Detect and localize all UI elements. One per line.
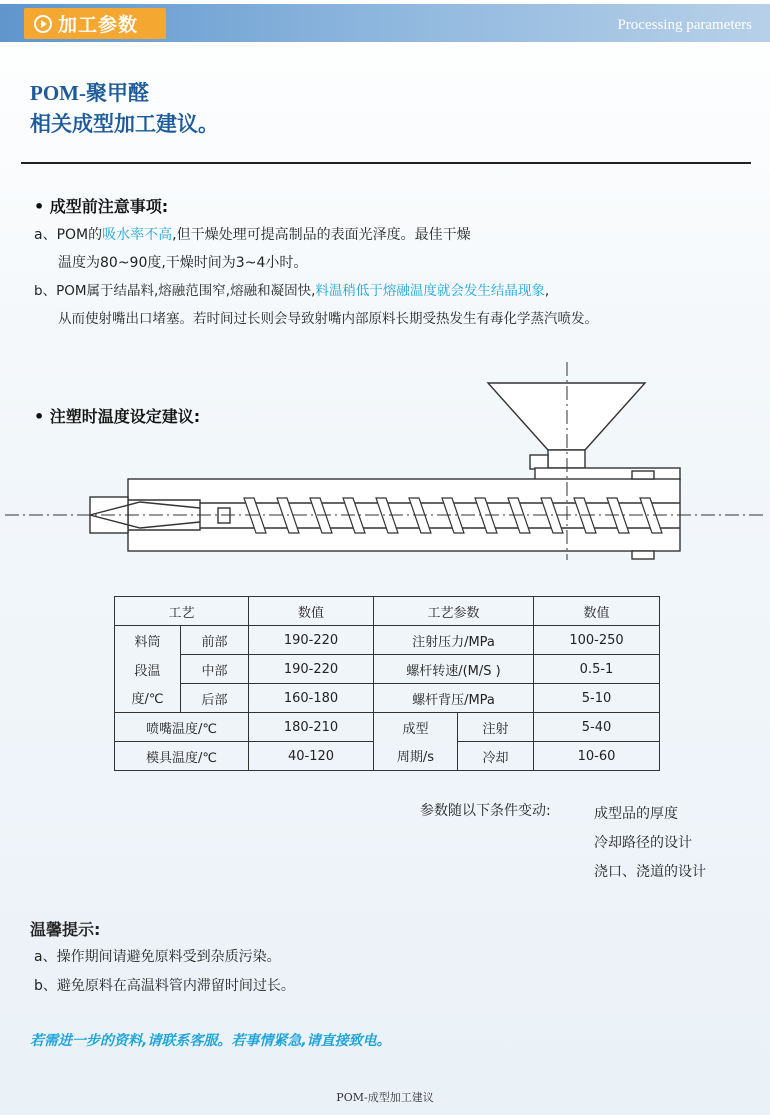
note-a bbox=[34, 221, 471, 249]
nozzle-temp-label: 喷嘴温度/℃ bbox=[115, 713, 249, 742]
nozzle-temp-value: 180-210 bbox=[249, 713, 374, 742]
table-header-row bbox=[115, 597, 660, 626]
temperature-heading: • 注塑时温度设定建议: bbox=[34, 407, 201, 426]
param-injection-pressure-value: 100-250 bbox=[534, 626, 660, 655]
note-b bbox=[34, 277, 549, 305]
condition-item: 成型品的厚度 bbox=[594, 806, 678, 822]
mold-temp-label: 模具温度/℃ bbox=[115, 742, 249, 771]
table-row bbox=[115, 742, 660, 771]
header-process: 工艺 bbox=[115, 597, 249, 626]
note-b-suffix: , bbox=[544, 283, 550, 299]
note-a-rest: ,但干燥处理可提高制品的表面光泽度。最佳干燥 bbox=[172, 227, 471, 243]
note-a-line2: 温度为80~90度,干燥时间为3~4小时。 bbox=[58, 255, 308, 271]
param-screw-speed: 螺杆转速/(M/S ) bbox=[374, 655, 534, 684]
tip-b: b、避免原料在高温料管内滞留时间过长。 bbox=[34, 978, 295, 994]
mold-temp-value: 40-120 bbox=[249, 742, 374, 771]
tip-a: a、操作期间请避免原料受到杂质污染。 bbox=[34, 949, 281, 965]
cool-time-value: 10-60 bbox=[534, 742, 660, 771]
pre-molding-heading: • 成型前注意事项: bbox=[34, 197, 169, 216]
zone-middle: 中部 bbox=[181, 655, 249, 684]
bottom-clamp bbox=[632, 551, 654, 559]
zone-rear-value: 160-180 bbox=[249, 684, 374, 713]
header-value-1: 数值 bbox=[249, 597, 374, 626]
param-screw-speed-value: 0.5-1 bbox=[534, 655, 660, 684]
zone-front-value: 190-220 bbox=[249, 626, 374, 655]
inject-time-value: 5-40 bbox=[534, 713, 660, 742]
param-back-pressure: 螺杆背压/MPa bbox=[374, 684, 534, 713]
conditions-label: 参数随以下条件变动: bbox=[420, 803, 551, 819]
tips-heading: 温馨提示: bbox=[30, 920, 101, 939]
barrel-label-1: 料筒 bbox=[115, 626, 181, 655]
title-divider bbox=[21, 162, 751, 164]
title-line-2: 相关成型加工建议。 bbox=[30, 112, 219, 136]
param-back-pressure-value: 5-10 bbox=[534, 684, 660, 713]
page-title bbox=[30, 78, 219, 140]
param-injection-pressure: 注射压力/MPa bbox=[374, 626, 534, 655]
cycle-label-1: 成型 bbox=[374, 713, 458, 742]
injection-machine-diagram bbox=[0, 350, 770, 570]
parameter-table bbox=[114, 596, 660, 771]
header-value-2: 数值 bbox=[534, 597, 660, 626]
note-a-highlight: 吸水率不高 bbox=[102, 227, 173, 243]
section-tag-label: 加工参数 bbox=[58, 14, 139, 36]
conditions-list bbox=[594, 800, 706, 887]
note-a-prefix: a、POM的 bbox=[34, 227, 103, 243]
note-b-prefix: b、POM属于结晶料,熔融范围窄,熔融和凝固快, bbox=[34, 283, 316, 299]
zone-rear: 后部 bbox=[181, 684, 249, 713]
header-bar bbox=[0, 4, 770, 42]
header-english-title: Processing parameters bbox=[617, 17, 752, 33]
contact-note: 若需进一步的资料,请联系客服。若事情紧急,请直接致电。 bbox=[30, 1033, 391, 1049]
play-circle-icon bbox=[34, 15, 52, 33]
note-b-highlight: 料温稍低于熔融温度就会发生结晶现象 bbox=[315, 283, 545, 299]
table-row bbox=[115, 684, 660, 713]
top-clamp bbox=[632, 471, 654, 479]
zone-middle-value: 190-220 bbox=[249, 655, 374, 684]
condition-item: 浇口、浇道的设计 bbox=[594, 864, 706, 880]
table-row bbox=[115, 626, 660, 655]
table-row bbox=[115, 713, 660, 742]
hopper-side-block bbox=[530, 455, 548, 469]
zone-front: 前部 bbox=[181, 626, 249, 655]
inject-time-label: 注射 bbox=[458, 713, 534, 742]
condition-item: 冷却路径的设计 bbox=[594, 835, 692, 851]
cool-time-label: 冷却 bbox=[458, 742, 534, 771]
barrel-label-3: 度/℃ bbox=[115, 684, 181, 713]
table-row bbox=[115, 655, 660, 684]
barrel-label-2: 段温 bbox=[115, 655, 181, 684]
header-process-params: 工艺参数 bbox=[374, 597, 534, 626]
cycle-label-2: 周期/s bbox=[374, 742, 458, 771]
page-footer: POM-成型加工建议 bbox=[336, 1091, 434, 1104]
feed-throat bbox=[535, 468, 680, 480]
note-b-line2: 从而使射嘴出口堵塞。若时间过长则会导致射嘴内部原料长期受热发生有毒化学蒸汽喷发。 bbox=[58, 311, 598, 327]
section-tag bbox=[24, 8, 166, 39]
title-line-1: POM-聚甲醛 bbox=[30, 81, 149, 105]
